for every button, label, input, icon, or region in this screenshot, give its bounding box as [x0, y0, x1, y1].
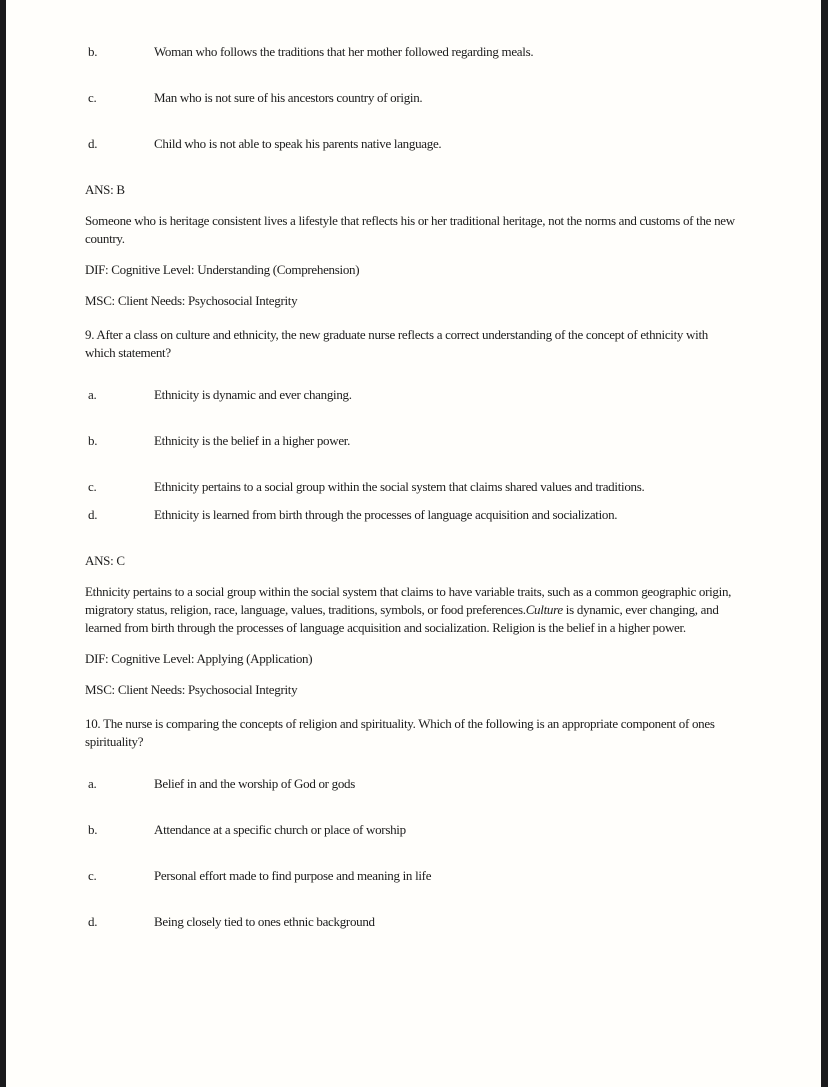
answer-option-row [85, 386, 740, 404]
document-page [6, 0, 821, 1087]
answer-option-row [85, 89, 740, 107]
option-text: Being closely tied to ones ethnic background [154, 914, 375, 929]
msc-line: MSC: Client Needs: Psychosocial Integrity [85, 682, 298, 697]
option-text: Belief in and the worship of God or gods [154, 776, 356, 791]
option-letter: c. [88, 90, 97, 105]
option-text: Attendance at a specific church or place of worship [154, 822, 406, 837]
question-text: 9. After a class on culture and ethnicity, the new graduate nurse reflects a correct understanding of the concept of ethnicity with which statement? [85, 327, 708, 360]
dif-line: DIF: Cognitive Level: Understanding (Comprehension) [85, 262, 360, 277]
dif-line: DIF: Cognitive Level: Applying (Application) [85, 651, 313, 666]
msc-line: MSC: Client Needs: Psychosocial Integrity [85, 293, 298, 308]
rationale-paragraph [85, 583, 740, 637]
answer-option-row [85, 775, 740, 793]
answer-line: ANS: B [85, 182, 125, 197]
answer-option-row [85, 913, 740, 931]
option-text: Child who is not able to speak his parents native language. [154, 136, 442, 151]
rationale-text: is dynamic, ever changing, and learned from birth through the processes of language acquisition and socialization. Religion is the belief in a higher power. [85, 602, 719, 635]
option-text: Ethnicity is dynamic and ever changing. [154, 387, 352, 402]
answer-option-row [85, 135, 740, 153]
answer-option-row [85, 506, 740, 524]
answer-option-row [85, 478, 740, 496]
option-letter: d. [88, 914, 98, 929]
answer-option-row [85, 867, 740, 885]
option-text: Ethnicity is the belief in a higher power. [154, 433, 351, 448]
question-text: 10. The nurse is comparing the concepts of religion and spirituality. Which of the following is an appropriate component of ones spirituality? [85, 716, 715, 749]
option-text: Personal effort made to find purpose and meaning in life [154, 868, 432, 883]
option-text: Man who is not sure of his ancestors country of origin. [154, 90, 423, 105]
option-letter: d. [88, 507, 98, 522]
option-letter: c. [88, 479, 97, 494]
option-letter: a. [88, 776, 97, 791]
answer-option-row [85, 821, 740, 839]
rationale-text: Ethnicity pertains to a social group within the social system that claims to have variable traits, such as a common geographic origin, migratory status, religion, race, language, values, traditions, symbols, or food preferences. [85, 584, 732, 617]
option-letter: b. [88, 44, 98, 59]
option-letter: a. [88, 387, 97, 402]
option-text: Ethnicity is learned from birth through the processes of language acquisition and socialization. [154, 507, 618, 522]
option-letter: c. [88, 868, 97, 883]
option-letter: b. [88, 822, 98, 837]
option-letter: d. [88, 136, 98, 151]
answer-option-row [85, 43, 740, 61]
option-letter: b. [88, 433, 98, 448]
answer-line: ANS: C [85, 553, 125, 568]
answer-option-row [85, 432, 740, 450]
option-text: Woman who follows the traditions that her mother followed regarding meals. [154, 44, 534, 59]
italic-term: Culture [525, 602, 563, 617]
option-text: Ethnicity pertains to a social group within the social system that claims shared values and traditions. [154, 479, 645, 494]
rationale-paragraph: Someone who is heritage consistent lives a lifestyle that reflects his or her traditional heritage, not the norms and customs of the new country. [85, 213, 735, 246]
